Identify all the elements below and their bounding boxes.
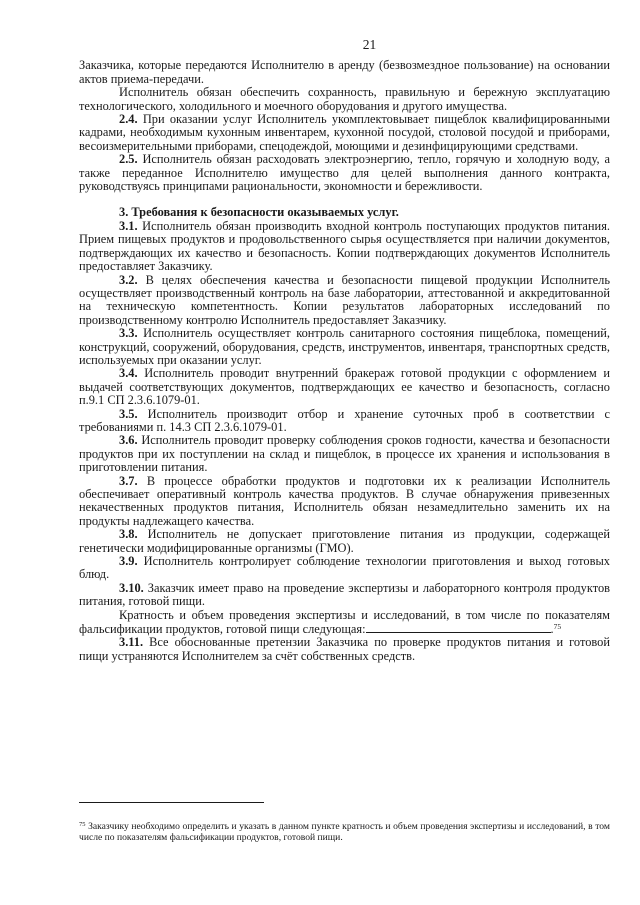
paragraphs-top xyxy=(79,59,610,193)
clause-number: 3.11. xyxy=(119,635,144,650)
paragraph-text: Исполнитель обязан производить входной контроль поступающих продуктов питания. Прием пищевых продуктов и продовольственного сырья осуществляется при наличии документов, подтверждающих их качество и безопасность. Копии подтверждающих документов Исполнитель предоставляет Заказчику. xyxy=(79,218,610,274)
paragraph xyxy=(79,59,610,86)
clause-number: 2.4. xyxy=(119,112,138,127)
footnote-text: Заказчику необходимо определить и указать в данном пункте кратность и объем проведения экспертизы и исследований, в том числе по показателям фальсификации продуктов, готовой пищи. xyxy=(79,820,610,844)
footnote-reference: 75 xyxy=(553,622,562,632)
paragraph xyxy=(79,528,610,555)
clause-number: 3.10. xyxy=(119,580,144,595)
footnote-mark: 75 xyxy=(79,820,86,828)
paragraph-text: Заказчика, которые передаются Исполнителю в аренду (безвозмездное пользование) на основании актов приема-передачи. xyxy=(79,58,610,86)
clause-number: 3.8. xyxy=(119,527,138,542)
paragraph-text: В процессе обработки продуктов и подготовки их к реализации Исполнитель обеспечивает оперативный контроль качества продуктов. В случае обнаружения привезенных некачественных продуктов питания, Исполнитель обязан незамедлительно заменить их на продукты надлежащего качества. xyxy=(79,473,610,528)
paragraph xyxy=(79,475,610,529)
paragraph-text: Исполнитель не допускает приготовление питания из продукции, содержащей генетически модифицированные организмы (ГМО). xyxy=(79,527,610,555)
paragraph xyxy=(79,636,610,663)
paragraph-text: Заказчик имеет право на проведение экспертизы и лабораторного контроля продуктов питания, готовой пищи. xyxy=(79,580,610,609)
paragraph xyxy=(79,327,610,367)
paragraph-text: Исполнитель проводит проверку соблюдения сроков годности, качества и безопасности продуктов при их поступлении на склад и пищеблок, в процессе их хранения и использования в приготовлении питания. xyxy=(79,433,610,475)
paragraph-text: Кратность и объем проведения экспертизы и исследований, в том числе по показателям фальсификации продуктов, готовой пищи следующая: xyxy=(79,607,610,637)
paragraph xyxy=(79,274,610,328)
paragraph-text: При оказании услуг Исполнитель укомплектовывает пищеблок квалифицированными кадрами, необходимым кухонным инвентарем, кухонной посудой, столовой посудой и приборами, весоизмерительными приборами, спецодеждой, моющими и дезинфицирующими средствами. xyxy=(79,112,610,153)
paragraph xyxy=(79,113,610,153)
paragraphs-section xyxy=(79,220,610,663)
paragraph xyxy=(79,555,610,582)
paragraph-with-blank xyxy=(79,609,610,637)
clause-number: 3.6. xyxy=(119,433,138,448)
section-title: 3. Требования к безопасности оказываемых услуг. xyxy=(119,205,399,220)
paragraph-text: Все обоснованные претензии Заказчика по проверке продуктов питания и готовой пищи устраняются Исполнителем за счёт собственных средств. xyxy=(79,635,610,663)
clause-number: 3.4. xyxy=(119,366,138,381)
paragraph-text: Исполнитель осуществляет контроль санитарного состояния пищеблока, помещений, конструкций, сооружений, оборудования, средств, инструментов, инвентаря, транспортных средств, используемых при оказании услуг. xyxy=(79,326,610,367)
paragraph-text: Исполнитель обязан расходовать электроэнергию, тепло, горячую и холодную воду, а также переданное Исполнителю имущество для целей выполнения данного контракта, руководствуясь принципами рациональности, экономности и бережливости. xyxy=(79,152,610,194)
paragraph xyxy=(79,86,610,113)
clause-number: 3.5. xyxy=(119,406,138,421)
punctuation: . xyxy=(550,622,554,637)
page-number: 21 xyxy=(362,37,377,52)
footnote-divider xyxy=(79,802,264,803)
paragraph xyxy=(79,434,610,474)
footnote xyxy=(79,821,610,844)
paragraph xyxy=(79,220,610,274)
paragraph-text: Исполнитель обязан обеспечить сохранность, правильную и бережную эксплуатацию технологического, холодильного и моечного оборудования и другого имущества. xyxy=(79,85,610,113)
paragraph xyxy=(79,367,610,407)
paragraph xyxy=(79,153,610,193)
paragraph xyxy=(79,408,610,435)
clause-number: 3.9. xyxy=(119,554,138,569)
paragraph xyxy=(79,582,610,609)
paragraph-text: Исполнитель производит отбор и хранение суточных проб в соответствии с требованиями п. 14.3 СП 2.3.6.1079-01. xyxy=(79,406,610,434)
fill-in-blank-line xyxy=(366,622,551,633)
clause-number: 3.3. xyxy=(119,326,138,341)
paragraph-text: В целях обеспечения качества и безопасности пищевой продукции Исполнитель осуществляет производственный контроль на базе лаборатории, аттестованной и аккредитованной на техническую компетентность. Копии результатов лабораторных исследований по производственному контролю Исполнитель предоставляет Заказчику. xyxy=(79,272,610,327)
paragraph-text: Исполнитель проводит внутренний бракераж готовой продукции с оформлением и выдачей соответствующих документов, подтверждающих ее качество и безопасность, согласно п.9.1 СП 2.3.6.1079-01. xyxy=(79,366,610,408)
clause-number: 3.7. xyxy=(119,473,138,488)
clause-number: 3.1. xyxy=(119,218,138,233)
clause-number: 3.2. xyxy=(119,272,138,287)
paragraph-text: Исполнитель контролирует соблюдение технологии приготовления и выход готовых блюд. xyxy=(79,554,610,582)
clause-number: 2.5. xyxy=(119,152,138,167)
